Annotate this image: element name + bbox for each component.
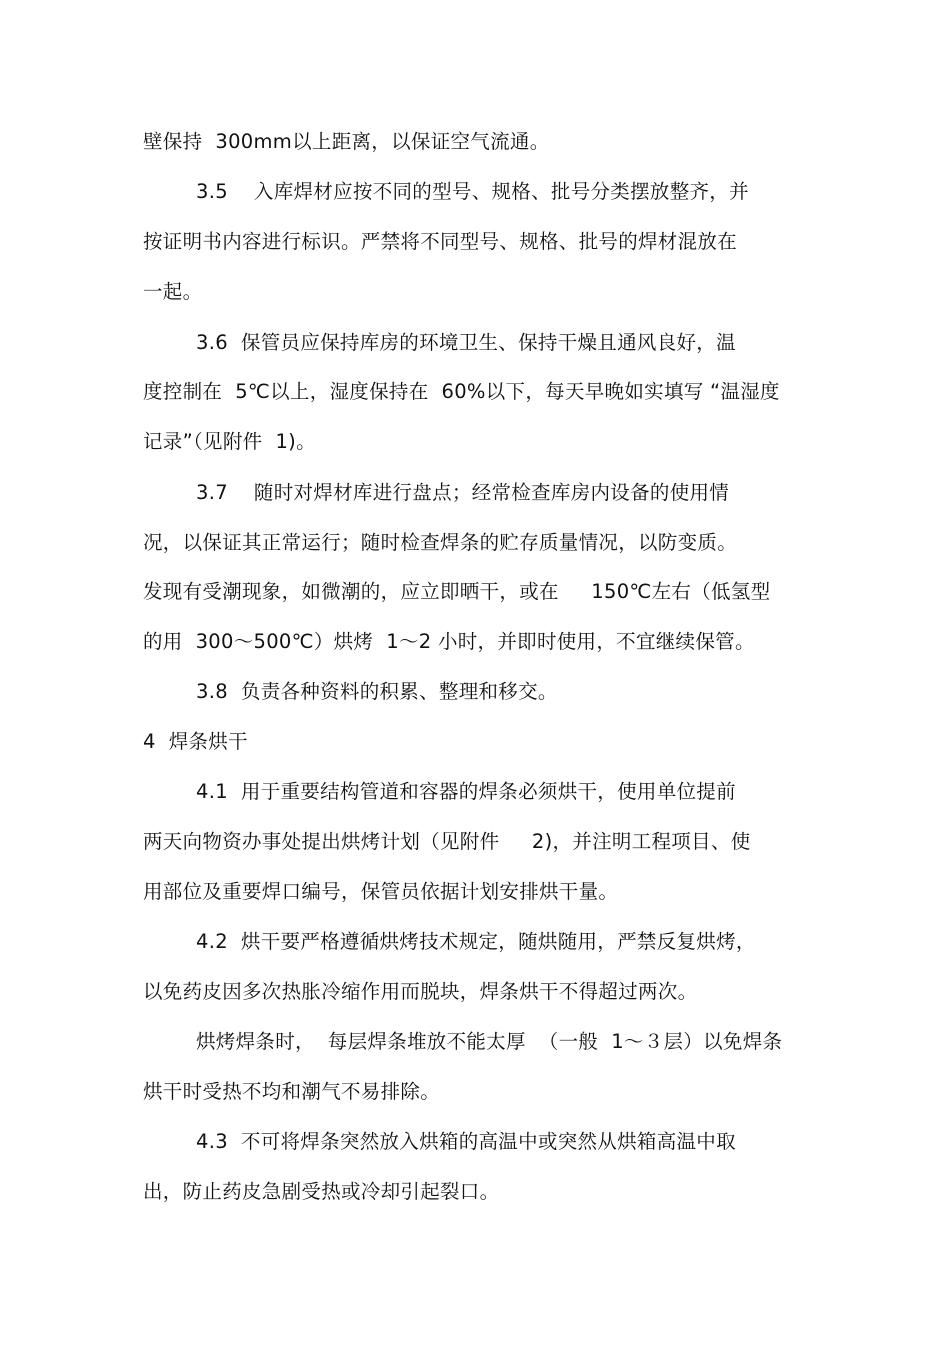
section-4-1-line: 4.1 用于重要结构管道和容器的焊条必须烘干，使用单位提前 — [196, 780, 736, 803]
section-3-7-line: 3.7 随时对焊材库进行盘点；经常检查库房内设备的使用情 — [196, 481, 730, 504]
paragraph-line: 烘烤焊条时， 每层焊条堆放不能太厚 （一般 1～３层）以免焊条 — [196, 1030, 783, 1053]
text-line: 壁保持 300mm以上距离，以保证空气流通。 — [143, 130, 550, 153]
section-3-6-line: 3.6 保管员应保持库房的环境卫生、保持干燥且通风良好，温 — [196, 331, 736, 354]
text-line: 况，以保证其正常运行；随时检查焊条的贮存质量情况，以防变质。 — [143, 531, 738, 554]
text-line: 发现有受潮现象，如微潮的，应立即晒干，或在 150℃左右（低氢型 — [143, 580, 771, 603]
text-line: 按证明书内容进行标识。严禁将不同型号、规格、批号的焊材混放在 — [143, 230, 738, 253]
section-heading-4: 4 焊条烘干 — [143, 730, 248, 753]
text-line: 记录”（见附件 1)。 — [143, 430, 316, 453]
text-line: 的用 300～500℃）烘烤 1～2 小时，并即时使用，不宜继续保管。 — [143, 630, 755, 653]
text-line: 以免药皮因多次热胀冷缩作用而脱块，焊条烘干不得超过两次。 — [143, 980, 698, 1003]
text-line: 两天向物资办事处提出烘烤计划（见附件 2)，并注明工程项目、使 — [143, 830, 751, 853]
text-line: 烘干时受热不均和潮气不易排除。 — [143, 1080, 441, 1103]
section-3-5-line: 3.5 入库焊材应按不同的型号、规格、批号分类摆放整齐，并 — [196, 180, 749, 203]
text-line: 一起。 — [143, 280, 203, 303]
section-4-3-line: 4.3 不可将焊条突然放入烘箱的高温中或突然从烘箱高温中取 — [196, 1130, 736, 1153]
text-line: 用部位及重要焊口编号，保管员依据计划安排烘干量。 — [143, 880, 619, 903]
text-line: 出，防止药皮急剧受热或冷却引起裂口。 — [143, 1180, 500, 1203]
section-3-8-line: 3.8 负责各种资料的积累、整理和移交。 — [196, 680, 558, 703]
text-line: 度控制在 5℃以上，湿度保持在 60%以下，每天早晚如实填写 “温湿度 — [143, 380, 780, 403]
section-4-2-line: 4.2 烘干要严格遵循烘烤技术规定，随烘随用，严禁反复烘烤， — [196, 930, 756, 953]
